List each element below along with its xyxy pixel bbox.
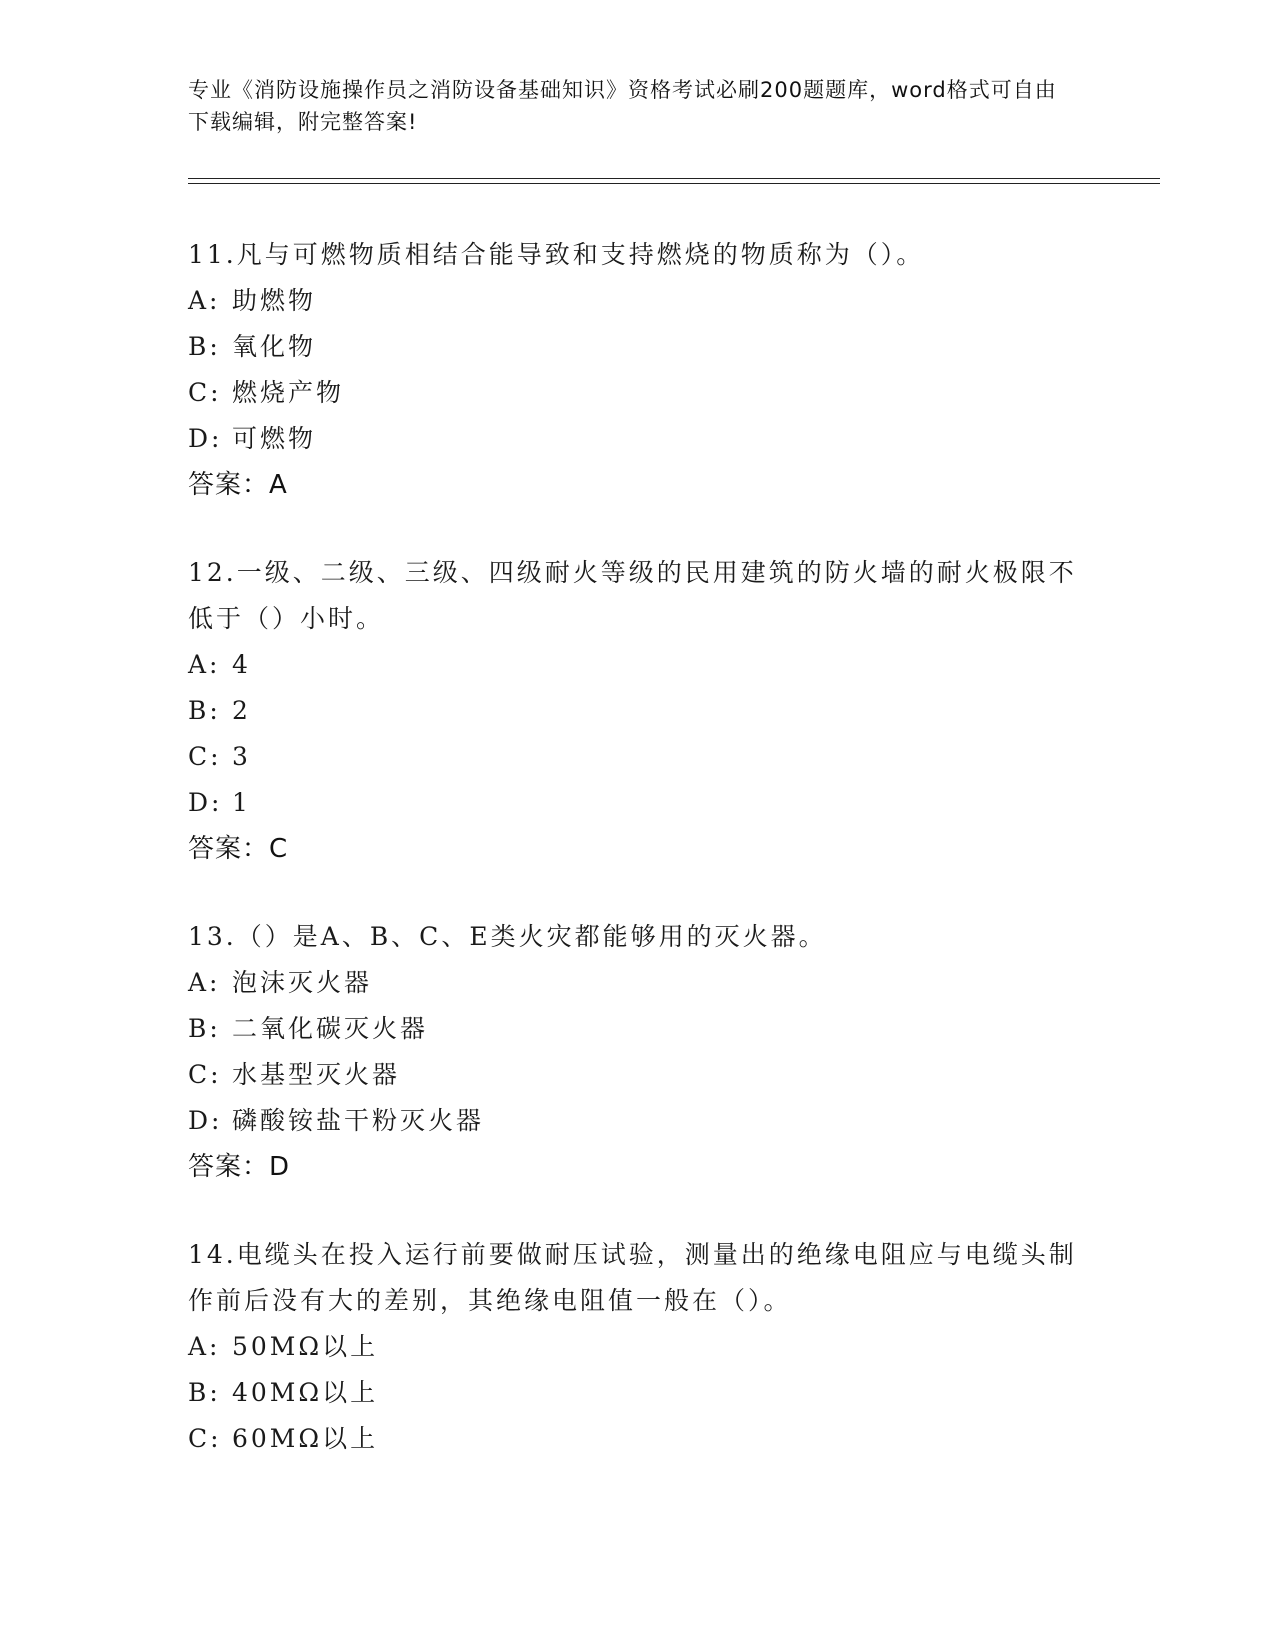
answer-line: 答案：D xyxy=(188,1152,291,1182)
option-c xyxy=(188,734,1088,780)
option-key: C: xyxy=(188,378,222,407)
option-key: D: xyxy=(188,788,223,817)
question-text: 12.一级、二级、三级、四级耐火等级的民用建筑的防火墙的耐火极限不低于（）小时。 xyxy=(188,558,1077,633)
option-value: 50MΩ以上 xyxy=(232,1332,379,1361)
header-divider-bottom xyxy=(188,183,1160,184)
option-b xyxy=(188,1370,1088,1416)
option-b xyxy=(188,1006,1088,1052)
option-key: A: xyxy=(188,1332,221,1361)
option-value: 水基型灭火器 xyxy=(232,1060,401,1089)
option-value: 二氧化碳灭火器 xyxy=(232,1014,429,1043)
question-text: 11.凡与可燃物质相结合能导致和支持燃烧的物质称为（）。 xyxy=(188,240,925,269)
option-key: B: xyxy=(188,696,221,725)
option-value: 40MΩ以上 xyxy=(232,1378,379,1407)
option-key: C: xyxy=(188,1060,222,1089)
option-key: B: xyxy=(188,332,221,361)
option-b xyxy=(188,324,1088,370)
option-key: C: xyxy=(188,1424,222,1453)
question-11 xyxy=(188,232,1088,508)
question-12 xyxy=(188,550,1088,872)
option-c xyxy=(188,1052,1088,1098)
option-b xyxy=(188,688,1088,734)
answer-line: 答案：C xyxy=(188,834,289,864)
option-key: B: xyxy=(188,1014,221,1043)
question-14 xyxy=(188,1232,1088,1462)
document-intro: 专业《消防设施操作员之消防设备基础知识》资格考试必刷200题题库，word格式可自由下载编辑，附完整答案! xyxy=(188,78,1057,134)
question-text: 13.（）是A、B、C、E类火灾都能够用的灭火器。 xyxy=(188,922,827,951)
option-key: D: xyxy=(188,424,223,453)
option-key: A: xyxy=(188,968,221,997)
option-key: D: xyxy=(188,1106,223,1135)
option-value: 60MΩ以上 xyxy=(232,1424,379,1453)
option-a xyxy=(188,960,1088,1006)
option-c xyxy=(188,1416,1088,1462)
option-a xyxy=(188,642,1088,688)
option-value: 助燃物 xyxy=(232,286,317,315)
option-key: A: xyxy=(188,650,221,679)
option-a xyxy=(188,1324,1088,1370)
option-value: 磷酸铵盐干粉灭火器 xyxy=(232,1106,485,1135)
option-d xyxy=(188,780,1088,826)
option-a xyxy=(188,278,1088,324)
option-value: 可燃物 xyxy=(232,424,317,453)
option-value: 1 xyxy=(232,788,251,817)
option-d xyxy=(188,416,1088,462)
option-value: 4 xyxy=(232,650,251,679)
option-value: 燃烧产物 xyxy=(232,378,345,407)
question-text: 14.电缆头在投入运行前要做耐压试验，测量出的绝缘电阻应与电缆头制作前后没有大的差别，其绝缘电阻值一般在（）。 xyxy=(188,1240,1077,1315)
option-c xyxy=(188,370,1088,416)
question-list xyxy=(188,232,1088,1504)
question-13 xyxy=(188,914,1088,1190)
option-value: 氧化物 xyxy=(232,332,317,361)
answer-line: 答案：A xyxy=(188,470,288,500)
option-key: C: xyxy=(188,742,222,771)
option-d xyxy=(188,1098,1088,1144)
option-key: B: xyxy=(188,1378,221,1407)
option-key: A: xyxy=(188,286,221,315)
option-value: 泡沫灭火器 xyxy=(232,968,373,997)
header-divider-top xyxy=(188,178,1160,179)
option-value: 2 xyxy=(232,696,251,725)
option-value: 3 xyxy=(232,742,251,771)
